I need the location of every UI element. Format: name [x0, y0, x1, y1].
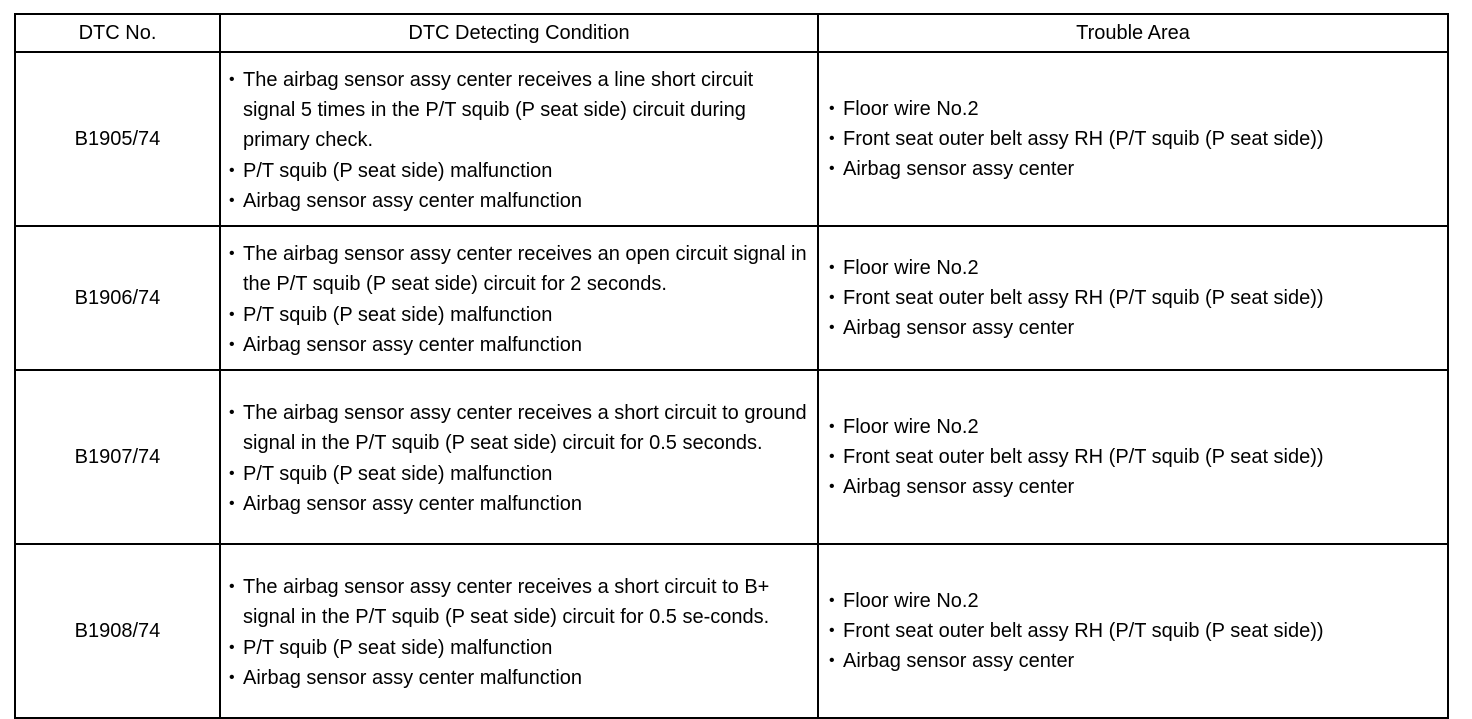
condition-text: The airbag sensor assy center receives an open circuit signal in the P/T squib (P seat side) circuit for 2 seconds.	[243, 242, 807, 296]
table-row	[15, 226, 1448, 370]
list-item	[829, 472, 1437, 502]
bullet-icon: •	[229, 668, 235, 686]
bullet-icon: •	[229, 335, 235, 353]
condition-text: Airbag sensor assy center malfunction	[243, 666, 583, 689]
list-item	[829, 586, 1437, 616]
list-item	[829, 94, 1437, 124]
bullet-icon: •	[229, 244, 235, 262]
area-text: Airbag sensor assy center	[843, 158, 1075, 181]
area-text: Front seat outer belt assy RH (P/T squib (P seat side))	[843, 286, 1324, 309]
table-header-row	[15, 14, 1448, 52]
table-row	[15, 52, 1448, 226]
condition-text: P/T squib (P seat side) malfunction	[243, 303, 553, 326]
list-item	[229, 663, 809, 693]
dtc-code: B1908/74	[15, 544, 220, 718]
header-trouble-area: Trouble Area	[818, 14, 1448, 52]
header-dtc-no: DTC No.	[15, 14, 220, 52]
bullet-icon: •	[829, 417, 835, 435]
bullet-icon: •	[829, 478, 835, 496]
condition-cell	[220, 544, 818, 718]
bullet-icon: •	[229, 70, 235, 88]
bullet-icon: •	[229, 403, 235, 421]
area-text: Airbag sensor assy center	[843, 476, 1075, 499]
list-item	[229, 330, 809, 360]
list-item	[229, 186, 809, 216]
dtc-code: B1907/74	[15, 370, 220, 544]
list-item	[229, 65, 809, 156]
condition-list	[229, 239, 809, 360]
list-item	[829, 154, 1437, 184]
condition-cell	[220, 226, 818, 370]
bullet-icon: •	[229, 305, 235, 323]
trouble-area-list	[829, 586, 1437, 677]
bullet-icon: •	[829, 258, 835, 276]
bullet-icon: •	[229, 191, 235, 209]
dtc-code: B1906/74	[15, 226, 220, 370]
list-item	[829, 313, 1437, 343]
bullet-icon: •	[829, 447, 835, 465]
list-item	[829, 283, 1437, 313]
bullet-icon: •	[229, 464, 235, 482]
bullet-icon: •	[229, 577, 235, 595]
table-row	[15, 370, 1448, 544]
list-item	[829, 253, 1437, 283]
bullet-icon: •	[829, 591, 835, 609]
bullet-icon: •	[829, 288, 835, 306]
dtc-table-container	[14, 13, 1447, 719]
area-text: Front seat outer belt assy RH (P/T squib (P seat side))	[843, 445, 1324, 468]
list-item	[829, 646, 1437, 676]
condition-cell	[220, 370, 818, 544]
bullet-icon: •	[229, 638, 235, 656]
bullet-icon: •	[829, 129, 835, 147]
bullet-icon: •	[829, 99, 835, 117]
condition-text: The airbag sensor assy center receives a line short circuit signal 5 times in the P/T squib (P seat side) circuit during primary check.	[243, 68, 754, 152]
list-item	[229, 300, 809, 330]
trouble-area-cell	[818, 52, 1448, 226]
bullet-icon: •	[229, 494, 235, 512]
area-text: Floor wire No.2	[843, 415, 979, 438]
dtc-code: B1905/74	[15, 52, 220, 226]
header-detecting-condition: DTC Detecting Condition	[220, 14, 818, 52]
list-item	[829, 412, 1437, 442]
condition-text: Airbag sensor assy center malfunction	[243, 333, 583, 356]
area-text: Floor wire No.2	[843, 97, 979, 120]
area-text: Floor wire No.2	[843, 256, 979, 279]
list-item	[829, 616, 1437, 646]
condition-text: The airbag sensor assy center receives a short circuit to B+ signal in the P/T squib (P seat side) circuit for 0.5 se-conds.	[243, 575, 770, 629]
area-text: Front seat outer belt assy RH (P/T squib (P seat side))	[843, 127, 1324, 150]
condition-text: P/T squib (P seat side) malfunction	[243, 636, 553, 659]
area-text: Airbag sensor assy center	[843, 317, 1075, 340]
area-text: Front seat outer belt assy RH (P/T squib (P seat side))	[843, 619, 1324, 642]
condition-list	[229, 572, 809, 693]
bullet-icon: •	[229, 161, 235, 179]
list-item	[229, 398, 809, 459]
trouble-area-list	[829, 94, 1437, 185]
list-item	[229, 572, 809, 633]
condition-text: The airbag sensor assy center receives a short circuit to ground signal in the P/T squib (P seat side) circuit for 0.5 seconds.	[243, 401, 807, 455]
condition-list	[229, 65, 809, 216]
list-item	[229, 459, 809, 489]
list-item	[229, 489, 809, 519]
condition-text: P/T squib (P seat side) malfunction	[243, 462, 553, 485]
list-item	[229, 156, 809, 186]
condition-list	[229, 398, 809, 519]
trouble-area-cell	[818, 544, 1448, 718]
condition-text: Airbag sensor assy center malfunction	[243, 189, 583, 212]
area-text: Airbag sensor assy center	[843, 650, 1075, 673]
list-item	[829, 442, 1437, 472]
trouble-area-list	[829, 253, 1437, 344]
condition-text: P/T squib (P seat side) malfunction	[243, 159, 553, 182]
bullet-icon: •	[829, 621, 835, 639]
bullet-icon: •	[829, 160, 835, 178]
list-item	[829, 124, 1437, 154]
trouble-area-cell	[818, 226, 1448, 370]
bullet-icon: •	[829, 652, 835, 670]
area-text: Floor wire No.2	[843, 589, 979, 612]
list-item	[229, 633, 809, 663]
dtc-table	[14, 13, 1449, 719]
bullet-icon: •	[829, 319, 835, 337]
trouble-area-cell	[818, 370, 1448, 544]
table-row	[15, 544, 1448, 718]
condition-cell	[220, 52, 818, 226]
trouble-area-list	[829, 412, 1437, 503]
list-item	[229, 239, 809, 300]
condition-text: Airbag sensor assy center malfunction	[243, 492, 583, 515]
